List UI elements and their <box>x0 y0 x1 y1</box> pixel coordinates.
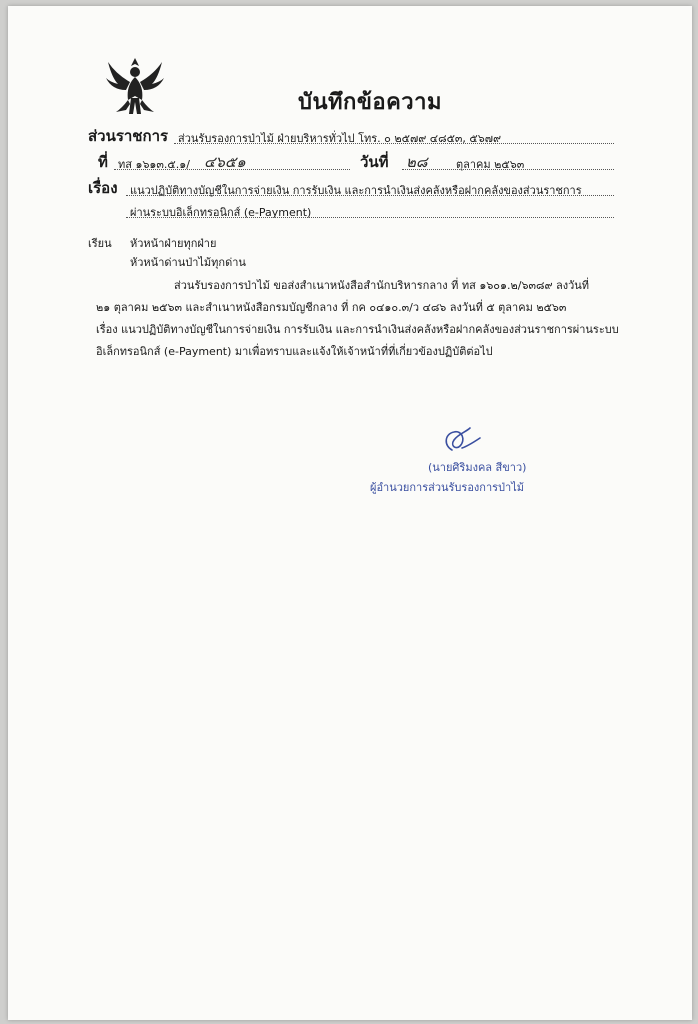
subject-line-1: แนวปฏิบัติทางบัญชีในการจ่ายเงิน การรับเงิน และการนำเงินส่งคลังหรือฝากคลังของส่วนราชการ <box>130 184 582 197</box>
agency-value: ส่วนรับรองการป่าไม้ ฝ่ายบริหารทั่วไป โทร. ๐ ๒๕๗๙ ๔๘๕๓, ๕๖๗๙ <box>178 132 502 145</box>
body-line-1: ส่วนรับรองการป่าไม้ ขอส่งสำเนาหนังสือสำนักบริหารกลาง ที่ ทส ๑๖๐๑.๒/๖๓๘๙ ลงวันที่ <box>174 279 590 292</box>
handwritten-signature-icon <box>440 424 486 458</box>
agency-dotline <box>174 143 614 144</box>
subject-dotline-1 <box>126 195 614 196</box>
subject-dotline-2 <box>126 217 614 218</box>
salutation-line-2: หัวหน้าด่านป่าไม้ทุกด่าน <box>130 256 246 269</box>
body-line-4: อิเล็กทรอนิกส์ (e-Payment) มาเพื่อทราบและแจ้งให้เจ้าหน้าที่ที่เกี่ยวข้องปฏิบัติต่อไป <box>96 345 493 358</box>
memo-title: บันทึกข้อความ <box>298 90 443 115</box>
body-line-2: ๒๑ ตุลาคม ๒๕๖๓ และสำเนาหนังสือกรมบัญชีกลาง ที่ กค ๐๔๑๐.๓/ว ๔๘๖ ลงวันที่ ๕ ตุลาคม ๒๕๖๓ <box>96 301 567 314</box>
salutation-line-1: หัวหน้าฝ่ายทุกฝ่าย <box>130 237 217 250</box>
date-dotline <box>402 169 614 170</box>
ref-handwritten-number: ๔๖๕๑ <box>204 153 246 171</box>
garuda-emblem-icon <box>104 52 166 118</box>
date-label: วันที่ <box>360 153 389 171</box>
agency-label: ส่วนราชการ <box>88 127 169 145</box>
subject-line-2: ผ่านระบบอิเล็กทรอนิกส์ (e-Payment) <box>130 206 312 219</box>
date-handwritten-day: ๒๘ <box>406 153 428 171</box>
ref-value: ทส ๑๖๑๓.๕.๑/ <box>118 158 190 171</box>
ref-dotline <box>114 169 350 170</box>
signer-name: (นายศิริมงคล สีขาว) <box>428 461 527 474</box>
salutation-label: เรียน <box>88 237 112 250</box>
subject-label: เรื่อง <box>88 179 118 197</box>
body-line-3: เรื่อง แนวปฏิบัติทางบัญชีในการจ่ายเงิน การรับเงิน และการนำเงินส่งคลังหรือฝากคลังของส่วนราชการผ่านระบบ <box>96 323 619 336</box>
document-page <box>8 6 692 1020</box>
signer-position: ผู้อำนวยการส่วนรับรองการป่าไม้ <box>370 481 524 494</box>
ref-label: ที่ <box>98 153 108 171</box>
date-value: ตุลาคม ๒๕๖๓ <box>456 158 525 171</box>
